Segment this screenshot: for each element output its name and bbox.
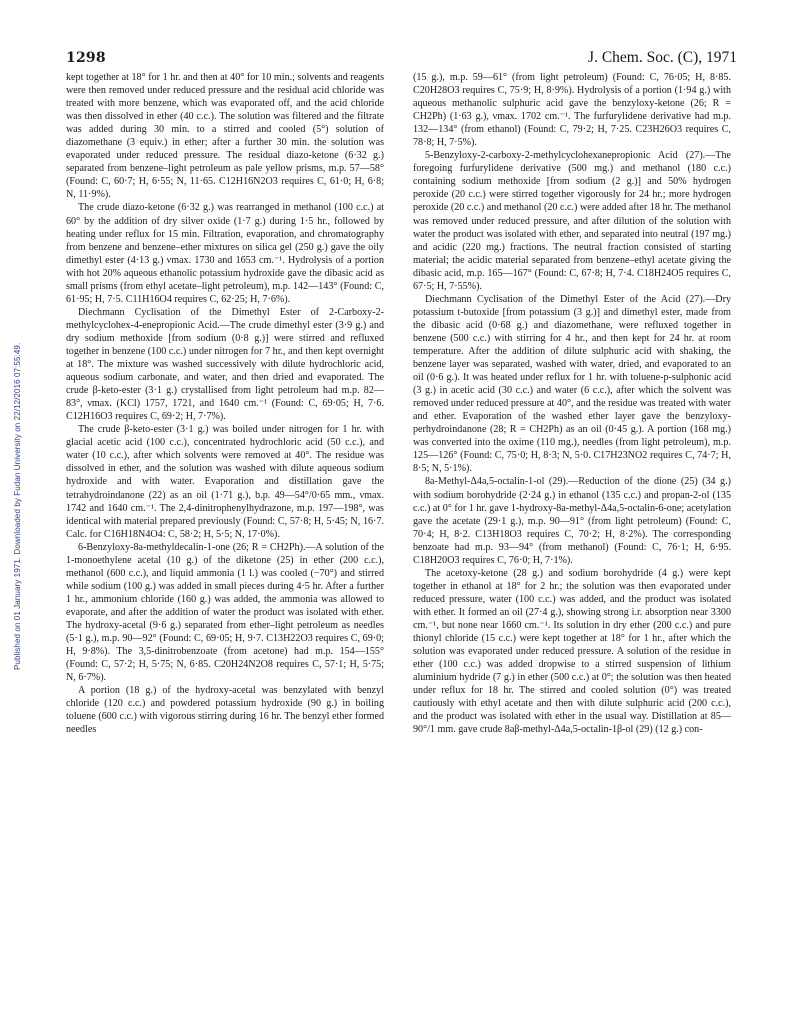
paragraph: The crude β-keto-ester (3·1 g.) was boiled under nitrogen for 1 hr. with glacial acetic acid (100 c.c.), concentrated hydrochloric acid (50 c.c.), and water (10 c.c.), after which solvents were removed at 40°. The residue was dissolved in ether, and the solution was washed with dilute aqueous sodium hydroxide and with water. Evaporation and distillation gave the tetrahydroindanone (22) as an oil (1·71 g.), b.p. 49—54°/0·65 mm., νmax. 1742 and 1640 cm.⁻¹. The 2,4-dinitrophenylhydrazone, m.p. 197—198°, was identical with material prepared previously (Found: C, 57·8; H, 5·45; N, 16·7. Calc. for C16H18N4O4: C, 58·2; H, 5·5; N, 17·0%).: [66, 424, 384, 540]
paragraph: The crude diazo-ketone (6·32 g.) was rearranged in methanol (100 c.c.) at 60° by the addition of dry silver oxide (1·7 g.) during 1·5 hr., followed by heating under reflux for 15 min. Filtration, evaporation, and chromatography from benzene and benzene–ether mixtures on silica gel (250 g.) gave the oily dimethyl ester (4·13 g.) νmax. 1730 and 1653 cm.⁻¹. Hydrolysis of a portion with hot 20% aqueous ethanolic potassium hydroxide gave the dibasic acid as small prisms (from ethyl acetate–light petroleum), m.p. 142—143° (Found: C, 61·95; H, 7·5. C11H16O4 requires C, 62·25; H, 7·6%).: [66, 202, 384, 305]
page-number: 1298: [66, 50, 106, 66]
left-column: [66, 71, 384, 736]
paragraph: Diechmann Cyclisation of the Dimethyl Ester of 2-Carboxy-2-methylcyclohex-4-enepropionic Acid.—The crude dimethyl ester (3·9 g.) and dry sodium methoxide [from sodium (0·8 g.)] were stirred and refluxed together in benzene (100 c.c.) under nitrogen for 7 hr., and then kept overnight at 18°. The mixture was washed successively with dilute hydrochloric acid, aqueous sodium carbonate, and water, and then dried and evaporated. The crude β-keto-ester (3·1 g.) crystallised from light petroleum had m.p. 82—83°, νmax. (KCl) 1757, 1721, and 1640 cm.⁻¹ (Found: C, 69·05; H, 7·6. C12H16O3 requires C, 69·2; H, 7·7%).: [66, 306, 384, 423]
watermark-text: Published on 01 January 1971. Downloaded by Fudan University on 22/12/2016 07:55:49.: [13, 342, 22, 670]
download-watermark: [2, 150, 22, 670]
paragraph: 8a-Methyl-Δ4a,5-octalin-1-ol (29).—Reduction of the dione (25) (34 g.) with sodium borohydride (2·24 g.) in ethanol (135 c.c.) and propan-2-ol (135 c.c.) at 0° for 1 hr. gave 1-hydroxy-8a-methyl-Δ4a,5-octalin-6-one; acetylation gave the acetate (29·1 g.), m.p. 90—91° (from light petroleum) (Found: C, 70·4; H, 8·2. C13H18O3 requires C, 70·2; H, 8·2%). The corresponding benzoate had m.p. 93—94° (from methanol) (Found: C, 76·1; H, 6·95. C18H20O3 requires C, 76·0; H, 7·1%).: [413, 476, 731, 566]
paragraph: Diechmann Cyclisation of the Dimethyl Ester of the Acid (27).—Dry potassium t-butoxide [from potassium (3 g.)] and dimethyl ester, made from the dibasic acid (0·68 g.) and diazomethane, were refluxed together in benzene (500 c.c.) with stirring for 4 hr., and then kept for 24 hr. at room temperature. After the addition of dilute sulphuric acid with shaking, the benzene layer was separated, washed with water, dried, and evaporated to an oil (0·6 g.). It was heated under reflux for 1 hr. with toluene-p-sulphonic acid (3 g.) in acetic acid (30 c.c.) and water (6 c.c.), after which the solvent was removed under reduced pressure at 40°, and the residue was treated with water and ether. Evaporation of the washed ether layer gave the benzyloxy-perhydroindanone (28; R = CH2Ph) as an oil (0·45 g.). A portion (168 mg.) was converted into the oxime (110 mg.), needles (from light petroleum), m.p. 125—126° (Found: C, 75·0; H, 8·3; N, 5·0. C17H23NO2 requires C, 74·7; H, 8·5; N, 5·1%).: [413, 293, 731, 475]
paragraph: The acetoxy-ketone (28 g.) and sodium borohydride (4 g.) were kept together in ethanol at 18° for 2 hr.; the solution was then evaporated under reduced pressure, water (100 c.c.) was added, and the product was isolated with ether. It formed an oil (27·4 g.), showing strong i.r. absorption near 3300 cm.⁻¹, but none near 1660 cm.⁻¹. Its solution in dry ether (200 c.c.) and pure thionyl chloride (15 c.c.) were kept together at 18° for 1 hr., after which the solution was evaporated under reduced pressure. A solution of the residue in ether (100 c.c.) was added dropwise to a stirred suspension of lithium aluminium hydride (7 g.) in ether (500 c.c.) at 0°; the solution was then heated under reflux for 18 hr. The stirred and cooled solution (0°) was treated cautiously with ethyl acetate and then with dilute sulphuric acid (200 c.c.), and the product was isolated with ether in the usual way. Distillation at 85—90°/1 mm. gave crude 8aβ-methyl-Δ4a,5-octalin-1β-ol (29) (12 g.) con-: [413, 567, 731, 736]
paragraph: (15 g.), m.p. 59—61° (from light petroleum) (Found: C, 76·05; H, 8·85. C20H28O3 requires C, 75·9; H, 8·9%). Hydrolysis of a portion (1·94 g.) with aqueous methanolic sulphuric acid gave the benzyloxy-ketone (26; R = CH2Ph) (1·63 g.), νmax. 1702 cm.⁻¹. The furfurylidene derivative had m.p. 132—134° (from ethanol) (Found: C, 79·2; H, 7·25. C23H26O3 requires C, 78·8; H, 7·5%).: [413, 72, 731, 149]
right-column: [413, 71, 731, 736]
paragraph: 6-Benzyloxy-8a-methyldecalin-1-one (26; R = CH2Ph).—A solution of the 1-monoethylene acetal (10 g.) of the diketone (25) in ether (200 c.c.), methanol (600 c.c.), and liquid ammonia (1 l.) was cooled (−70°) and stirred while sodium (100 g.) was added in small pieces during 4·5 hr. After a further 1 hr., ammonium chloride (160 g.) was added, the ammonia was allowed to evaporate, and after the addition of water the product was isolated with ether. The hydroxy-acetal (9·6 g.) separated from ether–light petroleum as needles (5·1 g.), m.p. 90—92° (Found: C, 69·05; H, 9·7. C13H22O3 requires C, 69·0; H, 9·8%). The 3,5-dinitrobenzoate (from acetone) had m.p. 154—155° (Found: C, 57·2; H, 5·75; N, 6·85. C20H24N2O8 requires C, 57·1; H, 5·75; N, 6·7%).: [66, 541, 384, 684]
paragraph: 5-Benzyloxy-2-carboxy-2-methylcyclohexanepropionic Acid (27).—The foregoing furfurylidene derivative (500 mg.) and methanol (180 c.c.) containing sodium methoxide [from sodium (2 g.)] and 50% hydrogen peroxide (20 c.c.) were stirred together vigorously for 24 hr.; more hydrogen peroxide (20 c.c.) and methanol (20 c.c.) were added after 18 hr. The methanol was removed under reduced pressure, and after dilution of the solution with water the product was isolated with ether, and separated into neutral (197 mg.) and acidic (220 mg.) fractions. The neutral fraction consisted of starting material; the acidic material separated from benzene–ethyl acetate giving the dibasic acid, m.p. 165—167° (Found: C, 67·8; H, 7·4. C18H24O5 requires C, 67·5; H, 7·55%).: [413, 150, 731, 292]
journal-title: J. Chem. Soc. (C), 1971: [588, 49, 737, 66]
paragraph: A portion (18 g.) of the hydroxy-acetal was benzylated with benzyl chloride (120 c.c.) and powdered potassium hydroxide (90 g.) in boiling toluene (600 c.c.) with vigorous stirring during 16 hr. The benzyl ether formed needles: [66, 685, 384, 736]
paragraph: kept together at 18° for 1 hr. and then at 40° for 10 min.; solvents and reagents were then removed under reduced pressure and the residual acid chloride was treated with more benzene, which was evaporated off, and the acid chloride was then dissolved in ether (40 c.c.). The solution was filtered and the filtrate was added during 30 min. to a stirred and cooled (5°) solution of diazomethane (3 equiv.) in ether; after a further 30 min. the solution was evaporated under reduced pressure. The residual diazo-ketone (6·32 g.) separated from benzene–light petroleum as pale yellow prisms, m.p. 57—58° (Found: C, 60·7; H, 6·55; N, 11·65. C12H16N2O3 requires C, 61·0; H, 6·8; N, 11·9%).: [66, 72, 384, 201]
